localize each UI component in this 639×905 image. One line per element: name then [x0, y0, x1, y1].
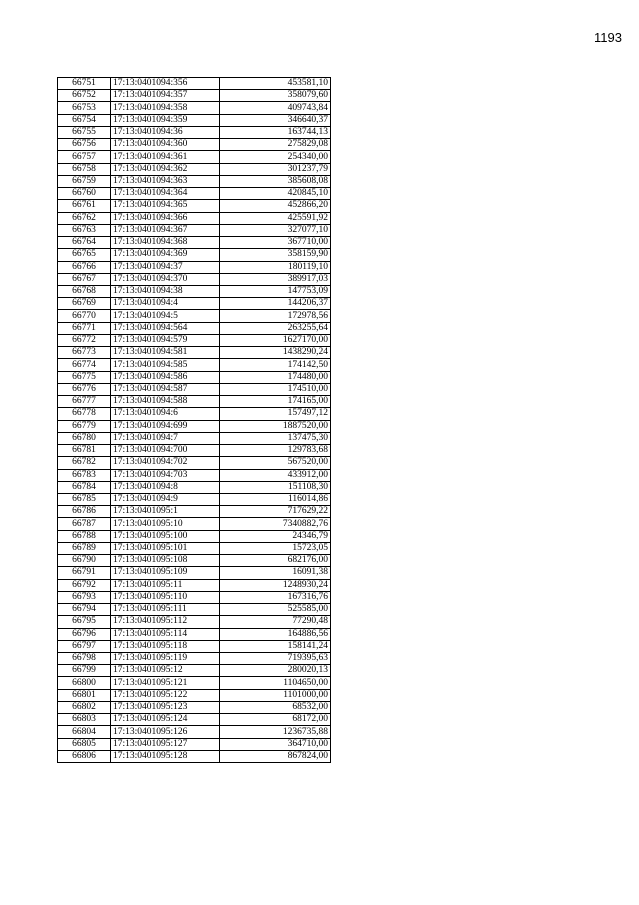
row-number-cell: 66774	[58, 359, 111, 371]
table-row	[58, 714, 331, 726]
table-row	[58, 224, 331, 236]
cadastral-number-cell: 17:13:0401095:109	[111, 567, 220, 579]
table-row	[58, 212, 331, 224]
cadastral-number-cell: 17:13:0401094:8	[111, 481, 220, 493]
row-number-cell: 66761	[58, 200, 111, 212]
row-number-cell: 66772	[58, 334, 111, 346]
cadastral-value-cell: 420845,10	[220, 188, 331, 200]
row-number-cell: 66789	[58, 542, 111, 554]
cadastral-value-cell: 174142,50	[220, 359, 331, 371]
row-number-cell: 66788	[58, 530, 111, 542]
row-number-cell: 66752	[58, 90, 111, 102]
row-number-cell: 66802	[58, 701, 111, 713]
cadastral-value-cell: 358159,90	[220, 249, 331, 261]
table-row	[58, 457, 331, 469]
table-row	[58, 78, 331, 90]
table-row	[58, 750, 331, 762]
cadastral-number-cell: 17:13:0401094:699	[111, 420, 220, 432]
cadastral-value-cell: 1236735,88	[220, 726, 331, 738]
table-row	[58, 506, 331, 518]
cadastral-value-cell: 280020,13	[220, 665, 331, 677]
cadastral-value-cell: 389917,03	[220, 273, 331, 285]
cadastral-number-cell: 17:13:0401094:360	[111, 139, 220, 151]
cadastral-value-cell: 174165,00	[220, 396, 331, 408]
table-row	[58, 616, 331, 628]
cadastral-number-cell: 17:13:0401094:362	[111, 163, 220, 175]
row-number-cell: 66786	[58, 506, 111, 518]
cadastral-value-cell: 525585,00	[220, 604, 331, 616]
cadastral-number-cell: 17:13:0401095:108	[111, 555, 220, 567]
cadastral-number-cell: 17:13:0401095:111	[111, 604, 220, 616]
cadastral-number-cell: 17:13:0401095:122	[111, 689, 220, 701]
cadastral-number-cell: 17:13:0401094:370	[111, 273, 220, 285]
table-row	[58, 102, 331, 114]
row-number-cell: 66792	[58, 579, 111, 591]
cadastral-number-cell: 17:13:0401094:4	[111, 298, 220, 310]
cadastral-number-cell: 17:13:0401094:579	[111, 334, 220, 346]
cadastral-number-cell: 17:13:0401094:361	[111, 151, 220, 163]
cadastral-value-cell: 867824,00	[220, 750, 331, 762]
row-number-cell: 66780	[58, 432, 111, 444]
cadastral-number-cell: 17:13:0401095:12	[111, 665, 220, 677]
table-row	[58, 469, 331, 481]
table-row	[58, 237, 331, 249]
cadastral-number-cell: 17:13:0401095:110	[111, 591, 220, 603]
cadastral-number-cell: 17:13:0401094:356	[111, 78, 220, 90]
cadastral-value-cell: 254340,00	[220, 151, 331, 163]
row-number-cell: 66756	[58, 139, 111, 151]
cadastral-number-cell: 17:13:0401094:367	[111, 224, 220, 236]
row-number-cell: 66763	[58, 224, 111, 236]
cadastral-number-cell: 17:13:0401094:7	[111, 432, 220, 444]
row-number-cell: 66791	[58, 567, 111, 579]
cadastral-value-cell: 367710,00	[220, 237, 331, 249]
table-row	[58, 408, 331, 420]
cadastral-value-cell: 425591,92	[220, 212, 331, 224]
row-number-cell: 66787	[58, 518, 111, 530]
cadastral-value-cell: 385608,08	[220, 175, 331, 187]
row-number-cell: 66771	[58, 322, 111, 334]
cadastral-number-cell: 17:13:0401094:37	[111, 261, 220, 273]
table-row	[58, 579, 331, 591]
cadastral-number-cell: 17:13:0401095:124	[111, 714, 220, 726]
cadastral-value-cell: 453581,10	[220, 78, 331, 90]
cadastral-value-cell: 409743,84	[220, 102, 331, 114]
table-row	[58, 420, 331, 432]
table-row	[58, 689, 331, 701]
page-number: 1193	[594, 30, 622, 45]
row-number-cell: 66759	[58, 175, 111, 187]
cadastral-number-cell: 17:13:0401094:363	[111, 175, 220, 187]
row-number-cell: 66755	[58, 126, 111, 138]
cadastral-number-cell: 17:13:0401094:585	[111, 359, 220, 371]
cadastral-number-cell: 17:13:0401094:38	[111, 285, 220, 297]
table-row	[58, 665, 331, 677]
row-number-cell: 66801	[58, 689, 111, 701]
table-row	[58, 347, 331, 359]
cadastral-number-cell: 17:13:0401094:357	[111, 90, 220, 102]
table-row	[58, 567, 331, 579]
cadastral-value-cell: 358079,60	[220, 90, 331, 102]
row-number-cell: 66797	[58, 640, 111, 652]
row-number-cell: 66764	[58, 237, 111, 249]
table-row	[58, 261, 331, 273]
cadastral-value-cell: 157497,12	[220, 408, 331, 420]
table-row	[58, 359, 331, 371]
row-number-cell: 66783	[58, 469, 111, 481]
row-number-cell: 66795	[58, 616, 111, 628]
table-row	[58, 383, 331, 395]
cadastral-number-cell: 17:13:0401095:114	[111, 628, 220, 640]
cadastral-value-cell: 174480,00	[220, 371, 331, 383]
cadastral-number-cell: 17:13:0401094:358	[111, 102, 220, 114]
row-number-cell: 66798	[58, 653, 111, 665]
cadastral-number-cell: 17:13:0401094:364	[111, 188, 220, 200]
table-row	[58, 298, 331, 310]
cadastral-number-cell: 17:13:0401095:123	[111, 701, 220, 713]
cadastral-number-cell: 17:13:0401094:564	[111, 322, 220, 334]
row-number-cell: 66753	[58, 102, 111, 114]
row-number-cell: 66766	[58, 261, 111, 273]
cadastral-value-cell: 452866,20	[220, 200, 331, 212]
cadastral-value-cell: 167316,76	[220, 591, 331, 603]
table-row	[58, 726, 331, 738]
cadastral-number-cell: 17:13:0401095:121	[111, 677, 220, 689]
table-row	[58, 530, 331, 542]
row-number-cell: 66777	[58, 396, 111, 408]
row-number-cell: 66779	[58, 420, 111, 432]
row-number-cell: 66806	[58, 750, 111, 762]
cadastral-value-cell: 116014,86	[220, 493, 331, 505]
table-row	[58, 285, 331, 297]
cadastral-number-cell: 17:13:0401095:101	[111, 542, 220, 554]
cadastral-number-cell: 17:13:0401094:366	[111, 212, 220, 224]
cadastral-value-cell: 151108,30	[220, 481, 331, 493]
row-number-cell: 66785	[58, 493, 111, 505]
cadastral-value-cell: 158141,24	[220, 640, 331, 652]
table-row	[58, 628, 331, 640]
cadastral-value-cell: 346640,37	[220, 114, 331, 126]
row-number-cell: 66804	[58, 726, 111, 738]
table-row	[58, 432, 331, 444]
row-number-cell: 66762	[58, 212, 111, 224]
cadastral-value-cell: 77290,48	[220, 616, 331, 628]
row-number-cell: 66757	[58, 151, 111, 163]
cadastral-number-cell: 17:13:0401095:118	[111, 640, 220, 652]
cadastral-value-cell: 1104650,00	[220, 677, 331, 689]
cadastral-number-cell: 17:13:0401094:700	[111, 445, 220, 457]
table-row	[58, 126, 331, 138]
table-row	[58, 542, 331, 554]
row-number-cell: 66770	[58, 310, 111, 322]
cadastral-value-cell: 163744,13	[220, 126, 331, 138]
cadastral-value-cell: 1248930,24	[220, 579, 331, 591]
row-number-cell: 66784	[58, 481, 111, 493]
table-row	[58, 188, 331, 200]
cadastral-number-cell: 17:13:0401094:365	[111, 200, 220, 212]
cadastral-value-cell: 68532,00	[220, 701, 331, 713]
table-row	[58, 249, 331, 261]
cadastral-number-cell: 17:13:0401095:128	[111, 750, 220, 762]
table-row	[58, 90, 331, 102]
table-row	[58, 151, 331, 163]
cadastral-number-cell: 17:13:0401094:6	[111, 408, 220, 420]
row-number-cell: 66769	[58, 298, 111, 310]
cadastral-value-cell: 16091,38	[220, 567, 331, 579]
row-number-cell: 66767	[58, 273, 111, 285]
row-number-cell: 66751	[58, 78, 111, 90]
cadastral-value-cell: 172978,56	[220, 310, 331, 322]
cadastral-value-cell: 137475,30	[220, 432, 331, 444]
cadastral-value-cell: 164886,56	[220, 628, 331, 640]
table-row	[58, 445, 331, 457]
row-number-cell: 66800	[58, 677, 111, 689]
cadastral-number-cell: 17:13:0401094:702	[111, 457, 220, 469]
cadastral-number-cell: 17:13:0401094:5	[111, 310, 220, 322]
cadastral-number-cell: 17:13:0401094:588	[111, 396, 220, 408]
cadastral-value-cell: 144206,37	[220, 298, 331, 310]
cadastral-value-cell: 68172,00	[220, 714, 331, 726]
table-row	[58, 518, 331, 530]
cadastral-value-cell: 719395,63	[220, 653, 331, 665]
cadastral-number-cell: 17:13:0401095:10	[111, 518, 220, 530]
cadastral-number-cell: 17:13:0401095:100	[111, 530, 220, 542]
row-number-cell: 66799	[58, 665, 111, 677]
table-row	[58, 738, 331, 750]
cadastral-value-cell: 301237,79	[220, 163, 331, 175]
row-number-cell: 66778	[58, 408, 111, 420]
cadastral-number-cell: 17:13:0401094:703	[111, 469, 220, 481]
cadastral-number-cell: 17:13:0401094:369	[111, 249, 220, 261]
cadastral-value-cell: 327077,10	[220, 224, 331, 236]
table-row	[58, 139, 331, 151]
cadastral-value-cell: 263255,64	[220, 322, 331, 334]
cadastral-number-cell: 17:13:0401095:126	[111, 726, 220, 738]
table-row	[58, 591, 331, 603]
table-row	[58, 175, 331, 187]
table-row	[58, 653, 331, 665]
row-number-cell: 66776	[58, 383, 111, 395]
row-number-cell: 66758	[58, 163, 111, 175]
table-row	[58, 493, 331, 505]
table-row	[58, 200, 331, 212]
table-row	[58, 640, 331, 652]
row-number-cell: 66773	[58, 347, 111, 359]
row-number-cell: 66793	[58, 591, 111, 603]
cadastral-number-cell: 17:13:0401094:36	[111, 126, 220, 138]
cadastral-value-table	[57, 77, 331, 763]
cadastral-number-cell: 17:13:0401095:1	[111, 506, 220, 518]
table-row	[58, 114, 331, 126]
cadastral-value-cell: 129783,68	[220, 445, 331, 457]
table-row	[58, 334, 331, 346]
cadastral-value-cell: 1887520,00	[220, 420, 331, 432]
cadastral-number-cell: 17:13:0401095:112	[111, 616, 220, 628]
cadastral-value-cell: 180119,10	[220, 261, 331, 273]
cadastral-value-cell: 567520,00	[220, 457, 331, 469]
cadastral-number-cell: 17:13:0401094:368	[111, 237, 220, 249]
cadastral-value-cell: 1438290,24	[220, 347, 331, 359]
row-number-cell: 66781	[58, 445, 111, 457]
table-row	[58, 481, 331, 493]
table-body	[58, 78, 331, 763]
cadastral-value-cell: 433912,00	[220, 469, 331, 481]
table-row	[58, 701, 331, 713]
cadastral-value-cell: 1101000,00	[220, 689, 331, 701]
cadastral-value-cell: 717629,22	[220, 506, 331, 518]
cadastral-value-cell: 24346,79	[220, 530, 331, 542]
cadastral-value-cell: 275829,08	[220, 139, 331, 151]
cadastral-value-cell: 364710,00	[220, 738, 331, 750]
table-row	[58, 396, 331, 408]
cadastral-value-cell: 174510,00	[220, 383, 331, 395]
row-number-cell: 66805	[58, 738, 111, 750]
row-number-cell: 66794	[58, 604, 111, 616]
cadastral-value-cell: 682176,00	[220, 555, 331, 567]
table-row	[58, 310, 331, 322]
row-number-cell: 66768	[58, 285, 111, 297]
cadastral-number-cell: 17:13:0401094:359	[111, 114, 220, 126]
row-number-cell: 66803	[58, 714, 111, 726]
cadastral-value-cell: 147753,09	[220, 285, 331, 297]
table-row	[58, 677, 331, 689]
cadastral-number-cell: 17:13:0401095:127	[111, 738, 220, 750]
row-number-cell: 66765	[58, 249, 111, 261]
table-row	[58, 322, 331, 334]
cadastral-value-cell: 15723,05	[220, 542, 331, 554]
cadastral-value-cell: 7340882,76	[220, 518, 331, 530]
cadastral-value-cell: 1627170,00	[220, 334, 331, 346]
row-number-cell: 66796	[58, 628, 111, 640]
row-number-cell: 66782	[58, 457, 111, 469]
cadastral-number-cell: 17:13:0401094:587	[111, 383, 220, 395]
cadastral-number-cell: 17:13:0401094:586	[111, 371, 220, 383]
cadastral-number-cell: 17:13:0401095:11	[111, 579, 220, 591]
cadastral-number-cell: 17:13:0401094:581	[111, 347, 220, 359]
cadastral-number-cell: 17:13:0401095:119	[111, 653, 220, 665]
table-row	[58, 163, 331, 175]
table-row	[58, 555, 331, 567]
row-number-cell: 66790	[58, 555, 111, 567]
row-number-cell: 66760	[58, 188, 111, 200]
row-number-cell: 66775	[58, 371, 111, 383]
table-row	[58, 371, 331, 383]
row-number-cell: 66754	[58, 114, 111, 126]
table-row	[58, 604, 331, 616]
table-row	[58, 273, 331, 285]
cadastral-number-cell: 17:13:0401094:9	[111, 493, 220, 505]
